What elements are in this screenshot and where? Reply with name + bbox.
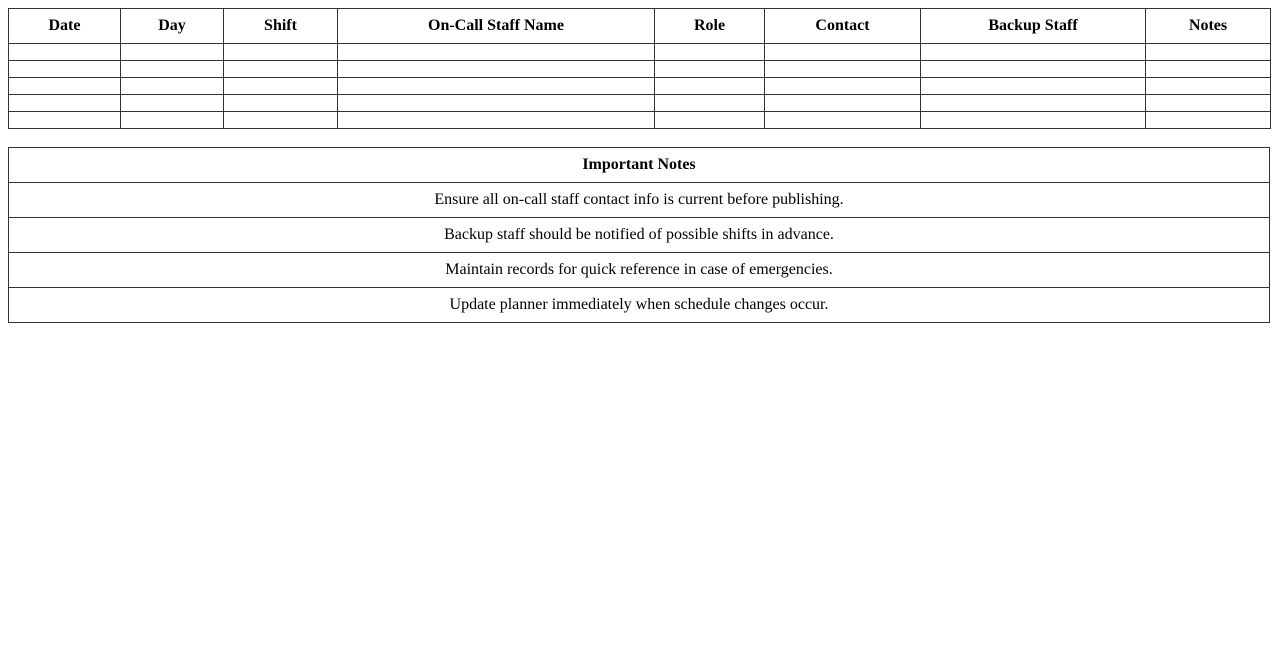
column-header-contact: Contact bbox=[765, 9, 921, 44]
table-cell[interactable] bbox=[655, 95, 765, 112]
table-row bbox=[9, 112, 1271, 129]
table-row bbox=[9, 61, 1271, 78]
table-cell[interactable] bbox=[121, 44, 224, 61]
column-header-date: Date bbox=[9, 9, 121, 44]
note-row bbox=[9, 288, 1270, 323]
column-header-staff-name: On-Call Staff Name bbox=[338, 9, 655, 44]
table-cell[interactable] bbox=[765, 78, 921, 95]
table-cell[interactable] bbox=[1146, 112, 1271, 129]
table-cell[interactable] bbox=[921, 112, 1146, 129]
notes-title: Important Notes bbox=[9, 148, 1270, 183]
note-item: Update planner immediately when schedule changes occur. bbox=[9, 288, 1270, 323]
column-header-backup-staff: Backup Staff bbox=[921, 9, 1146, 44]
table-cell[interactable] bbox=[9, 112, 121, 129]
note-item: Ensure all on-call staff contact info is current before publishing. bbox=[9, 183, 1270, 218]
table-cell[interactable] bbox=[1146, 78, 1271, 95]
table-cell[interactable] bbox=[765, 95, 921, 112]
table-cell[interactable] bbox=[224, 61, 338, 78]
column-header-shift: Shift bbox=[224, 9, 338, 44]
table-cell[interactable] bbox=[655, 44, 765, 61]
table-cell[interactable] bbox=[224, 78, 338, 95]
table-cell[interactable] bbox=[655, 112, 765, 129]
table-row bbox=[9, 95, 1271, 112]
note-row bbox=[9, 183, 1270, 218]
schedule-body bbox=[9, 44, 1271, 129]
table-cell[interactable] bbox=[921, 95, 1146, 112]
table-cell[interactable] bbox=[338, 44, 655, 61]
table-cell[interactable] bbox=[655, 78, 765, 95]
table-cell[interactable] bbox=[921, 78, 1146, 95]
table-cell[interactable] bbox=[121, 61, 224, 78]
table-cell[interactable] bbox=[9, 61, 121, 78]
table-cell[interactable] bbox=[765, 112, 921, 129]
table-cell[interactable] bbox=[338, 78, 655, 95]
table-cell[interactable] bbox=[224, 112, 338, 129]
table-cell[interactable] bbox=[9, 78, 121, 95]
table-cell[interactable] bbox=[765, 61, 921, 78]
table-cell[interactable] bbox=[1146, 95, 1271, 112]
table-cell[interactable] bbox=[921, 61, 1146, 78]
table-row bbox=[9, 44, 1271, 61]
column-header-notes: Notes bbox=[1146, 9, 1271, 44]
table-cell[interactable] bbox=[338, 112, 655, 129]
table-header-row bbox=[9, 9, 1271, 44]
note-item: Backup staff should be notified of possible shifts in advance. bbox=[9, 218, 1270, 253]
important-notes-table bbox=[8, 147, 1270, 323]
table-cell[interactable] bbox=[338, 61, 655, 78]
column-header-day: Day bbox=[121, 9, 224, 44]
table-row bbox=[9, 78, 1271, 95]
on-call-schedule-table bbox=[8, 8, 1271, 129]
table-cell[interactable] bbox=[655, 61, 765, 78]
table-cell[interactable] bbox=[121, 95, 224, 112]
note-row bbox=[9, 253, 1270, 288]
table-cell[interactable] bbox=[224, 44, 338, 61]
table-cell[interactable] bbox=[1146, 61, 1271, 78]
table-cell[interactable] bbox=[121, 78, 224, 95]
table-cell[interactable] bbox=[338, 95, 655, 112]
table-cell[interactable] bbox=[921, 44, 1146, 61]
note-row bbox=[9, 218, 1270, 253]
table-cell[interactable] bbox=[121, 112, 224, 129]
note-item: Maintain records for quick reference in case of emergencies. bbox=[9, 253, 1270, 288]
notes-header-row bbox=[9, 148, 1270, 183]
table-cell[interactable] bbox=[9, 44, 121, 61]
table-cell[interactable] bbox=[224, 95, 338, 112]
table-cell[interactable] bbox=[1146, 44, 1271, 61]
table-cell[interactable] bbox=[9, 95, 121, 112]
column-header-role: Role bbox=[655, 9, 765, 44]
table-cell[interactable] bbox=[765, 44, 921, 61]
